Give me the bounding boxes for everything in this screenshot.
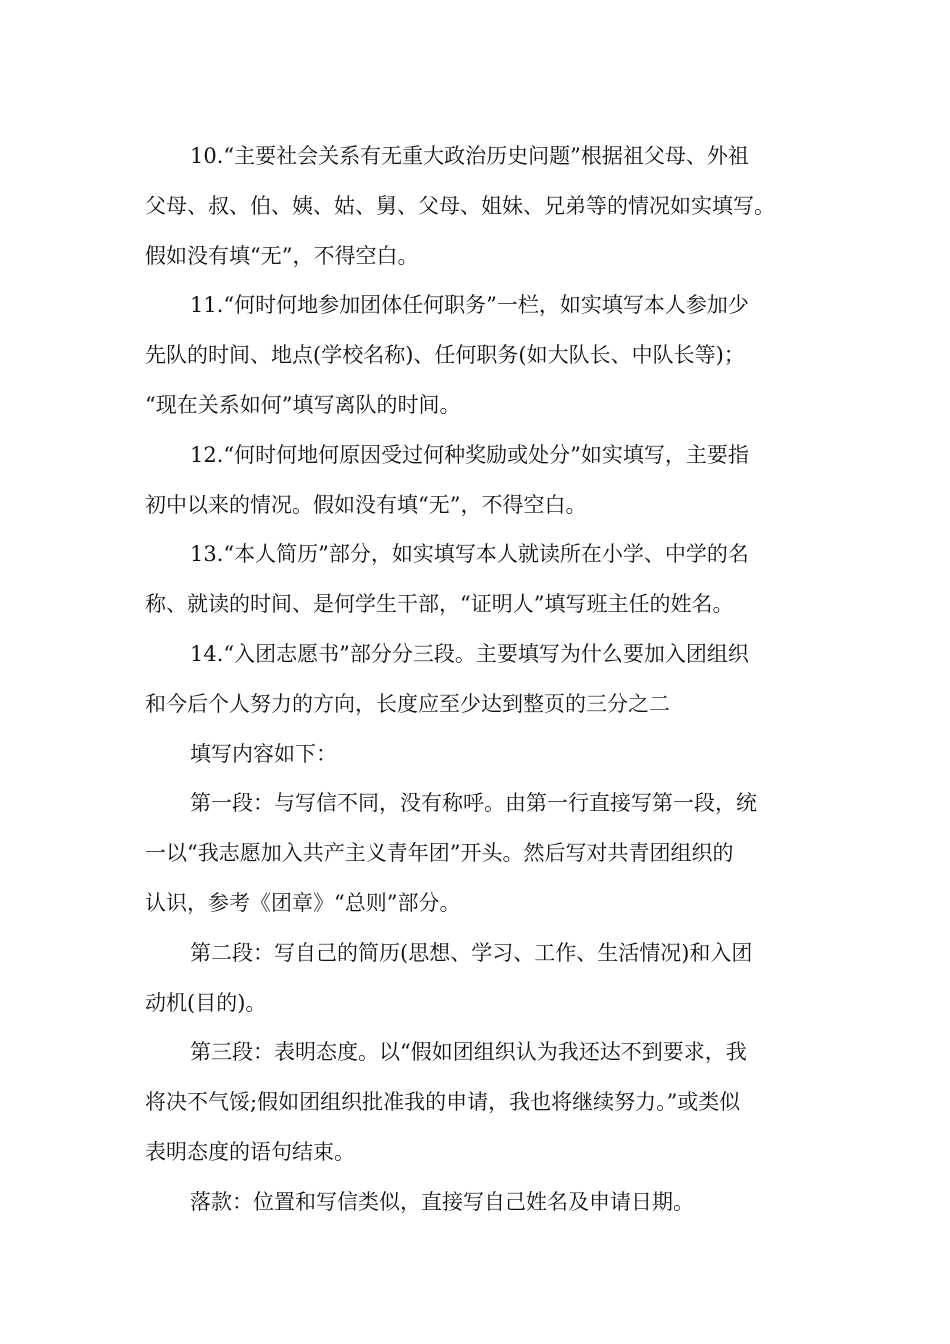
text-line: 先队的时间、地点(学校名称)、任何职务(如大队长、中队长等)； xyxy=(145,343,745,368)
text-line: 14.“入团志愿书”部分分三段。主要填写为什么要加入团组织 xyxy=(190,641,749,666)
text-line: 第二段：写自己的简历(思想、学习、工作、生活情况)和入团 xyxy=(190,940,753,965)
text-line: 表明态度的语句结束。 xyxy=(145,1139,355,1164)
text-line: 第三段：表明态度。以“假如团组织认为我还达不到要求，我 xyxy=(190,1040,747,1065)
paragraph-item-13 xyxy=(145,530,810,630)
paragraph-intro xyxy=(145,730,810,780)
paragraph-item-10 xyxy=(145,132,810,281)
text-line: 称、就读的时间、是何学生干部，“证明人”填写班主任的姓名。 xyxy=(145,592,734,617)
text-line: 13.“本人简历”部分，如实填写本人就读所在小学、中学的名 xyxy=(190,542,749,567)
text-line: 初中以来的情况。假如没有填“无”，不得空白。 xyxy=(145,492,587,517)
text-line: 和今后个人努力的方向，长度应至少达到整页的三分之二 xyxy=(145,691,670,716)
text-line: 11.“何时何地参加团体任何职务”一栏，如实填写本人参加少 xyxy=(190,293,749,318)
text-line: “现在关系如何”填写离队的时间。 xyxy=(145,392,461,417)
text-line: 一以“我志愿加入共产主义青年团”开头。然后写对共青团组织的 xyxy=(145,841,734,866)
paragraph-item-12 xyxy=(145,431,810,531)
text-line: 落款：位置和写信类似，直接写自己姓名及申请日期。 xyxy=(190,1189,694,1214)
text-line: 10.“主要社会关系有无重大政治历史问题”根据祖父母、外祖 xyxy=(190,144,749,168)
paragraph-section-2 xyxy=(145,929,810,1029)
text-line: 填写内容如下： xyxy=(190,741,337,766)
text-line: 认识，参考《团章》“总则”部分。 xyxy=(145,890,461,915)
paragraph-item-11 xyxy=(145,281,810,430)
text-line: 父母、叔、伯、姨、姑、舅、父母、姐妹、兄弟等的情况如实填写。 xyxy=(145,193,775,218)
text-line: 第一段：与写信不同，没有称呼。由第一行直接写第一段，统 xyxy=(190,791,757,816)
paragraph-item-14 xyxy=(145,630,810,730)
paragraph-section-1 xyxy=(145,779,810,928)
paragraph-section-3 xyxy=(145,1028,810,1177)
text-line: 12.“何时何地何原因受过何种奖励或处分”如实填写，主要指 xyxy=(190,442,749,467)
text-line: 将决不气馁;假如团组织批准我的申请，我也将继续努力。”或类似 xyxy=(145,1090,741,1115)
text-line: 动机(目的)。 xyxy=(145,990,267,1015)
text-line: 假如没有填“无”，不得空白。 xyxy=(145,243,419,268)
paragraph-signature xyxy=(145,1178,810,1228)
document-page xyxy=(145,132,810,1228)
